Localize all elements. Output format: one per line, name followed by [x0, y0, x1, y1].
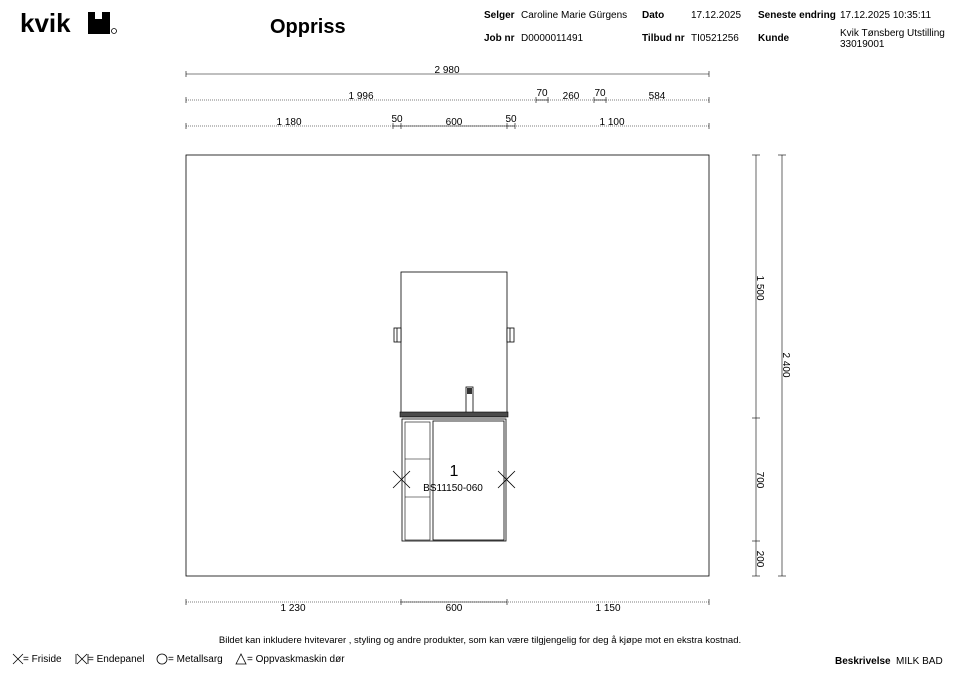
friside-marker-left [393, 471, 410, 488]
kunde-value-line2: 33019001 [840, 39, 885, 50]
faucet-icon [466, 387, 473, 414]
seneste-label: Seneste endring [758, 10, 836, 21]
page-title: Oppriss [270, 16, 346, 38]
dato-label: Dato [642, 10, 665, 21]
beskrivelse-label: Beskrivelse [835, 656, 891, 667]
legend-oppvask: = Oppvaskmaskin dør [247, 654, 345, 665]
tilbud-label: Tilbud nr [642, 33, 685, 44]
dim-label-right-0: 1 500 [754, 275, 765, 301]
cabinet-code: BS11150-060 [423, 483, 483, 494]
endepanel-legend-icon [76, 654, 88, 664]
mirror-light-left [394, 328, 401, 342]
legend [13, 654, 345, 665]
dim-label-row2-2: 260 [562, 91, 580, 102]
dim-label-row2-1: 70 [536, 88, 548, 99]
selger-value: Caroline Marie Gürgens [521, 10, 628, 21]
dim-label-row2-3: 70 [594, 88, 606, 99]
dim-label-row2-0: 1 996 [348, 91, 374, 102]
dim-label-row3-0: 1 180 [276, 117, 302, 128]
selger-label: Selger [484, 10, 515, 21]
legend-metallsarg: = Metallsarg [168, 654, 223, 665]
tilbud-value: TI0521256 [691, 33, 739, 44]
dim-label-row3-1: 50 [391, 114, 403, 125]
base-cabinet [402, 419, 506, 541]
top-dimension-labels [276, 65, 665, 128]
dim-label-right-1: 700 [754, 471, 765, 489]
dim-line-row2 [186, 97, 709, 103]
kunde-value-line1: Kvik Tønsberg Utstilling [840, 28, 945, 39]
dim-label-row2-4: 584 [648, 91, 666, 102]
dim-label-overall-width: 2 980 [434, 65, 460, 76]
jobnr-label: Job nr [484, 33, 515, 44]
jobnr-value: D0000011491 [521, 33, 584, 44]
dim-label-bottom-1: 600 [445, 603, 463, 614]
wall-outline [186, 155, 709, 576]
dato-value: 17.12.2025 [691, 10, 742, 21]
dim-label-row3-4: 1 100 [599, 117, 625, 128]
oppvask-legend-icon [236, 654, 246, 664]
mirror-light-right [507, 328, 514, 342]
dim-label-row3-2: 600 [445, 117, 463, 128]
dim-label-bottom-0: 1 230 [280, 603, 306, 614]
kunde-label: Kunde [758, 33, 790, 44]
mirror [394, 272, 514, 414]
dim-label-bottom-2: 1 150 [595, 603, 621, 614]
beskrivelse-value: MILK BAD [896, 656, 943, 667]
legend-endepanel: = Endepanel [88, 654, 145, 665]
cabinet-number: 1 [449, 463, 459, 480]
legend-friside: = Friside [23, 654, 62, 665]
friside-marker-right [498, 471, 515, 488]
friside-legend-icon [13, 654, 23, 664]
metallsarg-legend-icon [157, 654, 167, 664]
logo-text: kvik [20, 8, 71, 38]
bottom-dimension-labels [280, 603, 620, 614]
seneste-value: 17.12.2025 10:35:11 [840, 10, 932, 21]
logo-mark-icon [88, 12, 117, 34]
right-dimension-labels [754, 275, 791, 567]
dim-label-overall-height: 2 400 [780, 352, 791, 378]
disclaimer-text: Bildet kan inkludere hvitevarer , styling og andre produkter, som kan være tilgjengelig for deg å kjøpe mot en ekstra kostnad. [218, 635, 742, 646]
dim-label-right-2: 200 [754, 550, 765, 568]
sink-top [400, 412, 508, 417]
header [20, 8, 945, 50]
dim-label-row3-3: 50 [505, 114, 517, 125]
